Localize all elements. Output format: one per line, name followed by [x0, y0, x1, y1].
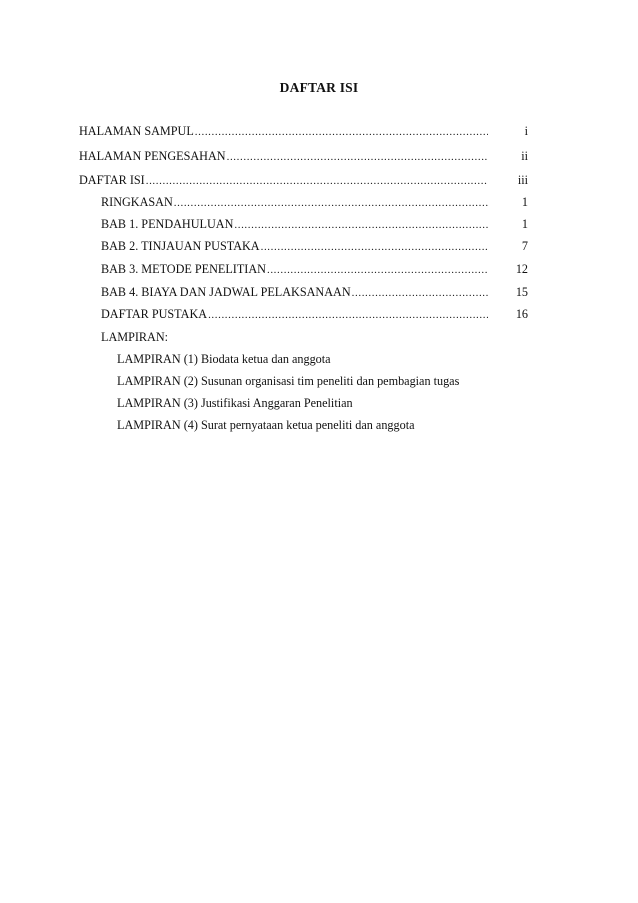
- toc-entry-page: i: [524, 124, 528, 138]
- toc-entry: [101, 261, 488, 277]
- page-title: DAFTAR ISI: [279, 80, 359, 95]
- leader-dots: [195, 124, 488, 140]
- toc-entry-page: 16: [515, 307, 528, 321]
- toc-entry-label: BAB 3. METODE PENELITIAN: [101, 262, 266, 276]
- toc-entry-label: HALAMAN SAMPUL: [79, 124, 194, 138]
- leader-dots: [208, 307, 488, 323]
- toc-entry: [101, 194, 488, 210]
- leader-dots: [174, 195, 488, 211]
- toc-entry: [101, 216, 488, 232]
- leader-dots: [234, 217, 488, 233]
- toc-entry-page: iii: [517, 173, 528, 187]
- lampiran-item: LAMPIRAN (4) Surat pernyataan ketua peneliti dan anggota: [117, 418, 415, 432]
- leader-dots: [261, 239, 488, 255]
- toc-entry-label: BAB 1. PENDAHULUAN: [101, 217, 234, 231]
- toc-entry: [101, 284, 488, 300]
- lampiran-heading: LAMPIRAN:: [101, 330, 169, 344]
- toc-entry-page: 15: [515, 285, 528, 299]
- leader-dots: [146, 173, 488, 189]
- lampiran-item: LAMPIRAN (3) Justifikasi Anggaran Penelitian: [117, 396, 353, 410]
- toc-entry-page: 7: [521, 239, 528, 253]
- toc-entry-label: BAB 4. BIAYA DAN JADWAL PELAKSANAAN: [101, 285, 351, 299]
- leader-dots: [227, 149, 488, 165]
- toc-entry-label: RINGKASAN: [101, 195, 173, 209]
- leader-dots: [267, 262, 488, 278]
- toc-entry: [79, 148, 488, 164]
- toc-entry: [101, 306, 488, 322]
- toc-entry-label: HALAMAN PENGESAHAN: [79, 149, 226, 163]
- toc-entry: [79, 172, 488, 188]
- lampiran-item: LAMPIRAN (2) Susunan organisasi tim peneliti dan pembagian tugas: [117, 374, 460, 388]
- toc-entry: [101, 238, 488, 254]
- toc-entry: [79, 123, 488, 139]
- toc-entry-page: 1: [521, 195, 528, 209]
- toc-entry-label: DAFTAR ISI: [79, 173, 145, 187]
- toc-entry-page: 12: [515, 262, 528, 276]
- toc-entry-label: DAFTAR PUSTAKA: [101, 307, 208, 321]
- toc-entry-page: ii: [521, 149, 528, 163]
- toc-entry-page: 1: [521, 217, 528, 231]
- toc-entry-label: BAB 2. TINJAUAN PUSTAKA: [101, 239, 260, 253]
- leader-dots: [352, 285, 488, 301]
- lampiran-item: LAMPIRAN (1) Biodata ketua dan anggota: [117, 352, 331, 366]
